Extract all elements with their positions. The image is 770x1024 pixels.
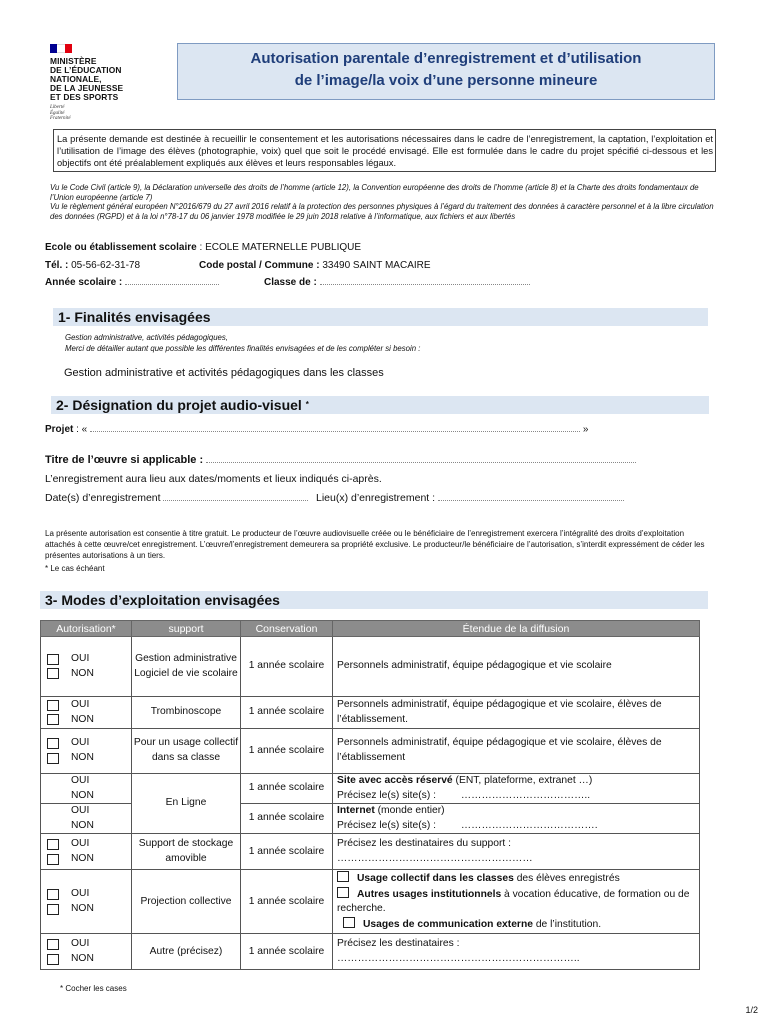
projet-line: Projet : « » [45, 424, 589, 435]
projet-field[interactable] [90, 424, 580, 432]
school-year-line: Année scolaire : [45, 276, 219, 289]
section1-header: 1- Finalités envisagées [53, 308, 708, 326]
non-checkbox[interactable] [47, 954, 59, 965]
table-row: OUI NON Projection collective 1 année scolaire Usage collectif dans les classes des élèves enregistrés Autres usages institutionnels à vocation éducative, de formation ou de recherche. Usages de communication externe de l’institution. [41, 870, 700, 934]
section2-header: 2- Désignation du projet audio-visuel * [51, 396, 709, 414]
non-checkbox[interactable] [47, 668, 59, 679]
ministry-logo [50, 44, 140, 122]
oui-checkbox[interactable] [47, 839, 59, 850]
destinataires-field[interactable]: ………………………………………………… [337, 852, 533, 864]
non-checkbox[interactable] [47, 904, 59, 915]
intro-paragraph: La présente demande est destinée à recueillir le consentement et les autorisations nécessaires dans le cadre de l’enregistrement, la captation, l’exploitation et l’utilisation de l’image des élèves (photographie, voix) quel que soit le procédé envisagé. Elle est formulée dans le cadre du projet spécifié ci-dessous et les objectifs ont été préalablement expliqués aux élèves et leurs responsables légaux. [53, 129, 716, 172]
postal-line: Code postal / Commune : 33490 SAINT MACAIRE [199, 260, 431, 271]
legal-paragraph: La présente autorisation est consentie à titre gratuit. Le producteur de l’œuvre audiovisuelle créée ou le bénéficiaire de l’enregistrement exercera l’intégralité des droits d’exploitation attachés à cette œuvre/cet enregistrement. L’œuvre/l’enregistrement demeurera sa propriété exclusive. Le producteur/le bénéficiaire de l’autorisation, s’interdit expressément de céder les présentes autorisations à un tiers. [45, 529, 705, 560]
oui-checkbox[interactable] [47, 889, 59, 900]
communication-externe-checkbox[interactable] [343, 917, 355, 928]
dates-field[interactable] [163, 493, 308, 501]
class-line: Classe de : [264, 276, 530, 289]
table-row: OUI NON 1 année scolaire Internet (monde entier) Précisez le(s) site(s) : …………………………………. [41, 804, 700, 834]
school-year-field[interactable] [125, 277, 219, 285]
oui-checkbox[interactable] [47, 738, 59, 749]
oui-checkbox[interactable] [47, 654, 59, 665]
lieu-text: L’enregistrement aura lieu aux dates/moments et lieux indiqués ci-après. [45, 473, 382, 485]
usage-classes-checkbox[interactable] [337, 871, 349, 882]
table-header: Autorisation* support Conservation Étendue de la diffusion [41, 621, 700, 637]
oui-checkbox[interactable] [47, 700, 59, 711]
school-value[interactable]: : ECOLE MATERNELLE PUBLIQUE [196, 242, 362, 253]
table-row: OUI NON Gestion administrative Logiciel de vie scolaire 1 année scolaire Personnels administratif, équipe pédagogique et vie scolaire [41, 637, 700, 697]
document-title: Autorisation parentale d’enregistrement et d’utilisation de l’image/la voix d’une personne mineure [177, 43, 715, 100]
site-field[interactable]: ……………………………….. [460, 789, 591, 801]
non-checkbox[interactable] [47, 753, 59, 764]
table-row: OUI NON Trombinoscope 1 année scolaire Personnels administratif, équipe pédagogique et vie scolaire, élèves de l’établissement. [41, 697, 700, 729]
table-row: OUI NON Support de stockage amovible 1 année scolaire Précisez les destinataires du support : ………………………………………………… [41, 834, 700, 870]
usages-institutionnels-checkbox[interactable] [337, 887, 349, 898]
section3-header: 3- Modes d’exploitation envisagées [40, 591, 708, 609]
section3-footnote: * Cocher les cases [60, 984, 127, 993]
school-line: Ecole ou établissement scolaire : ECOLE MATERNELLE PUBLIQUE [45, 242, 362, 253]
exploitation-table [40, 620, 700, 970]
republic-motto: Liberté Égalité Fraternité [50, 105, 71, 122]
section2-footnote: * Le cas échéant [45, 564, 105, 573]
french-flag-icon [50, 44, 72, 53]
section1-value[interactable]: Gestion administrative et activités pédagogiques dans les classes [64, 367, 384, 379]
legal-references: Vu le Code Civil (article 9), la Déclaration universelle des droits de l’homme (article 12), la Convention européenne des droits de l’homme (article 8) et la Charte des droits fondamentaux de l’Union européenne (article 7) Vu le règlement général européen N°2016/679 du 27 avril 2016 relatif à la protection des personnes physiques à l’égard du traitement des données à caractère personnel et à la libre circulation des données (RGPD) et à la loi n°78-17 du 06 janvier 1978 modifiée le 29 juin 2018 relative à l’informatique, aux fichiers et aux libertés [50, 183, 714, 221]
lieux-field[interactable] [438, 493, 624, 501]
non-checkbox[interactable] [47, 854, 59, 865]
non-checkbox[interactable] [47, 714, 59, 725]
table-row: OUI NON En Ligne 1 année scolaire Site avec accès réservé (ENT, plateforme, extranet …) Précisez le(s) site(s) : ……………………………….. [41, 774, 700, 804]
dates-line: Date(s) d’enregistrement [45, 492, 308, 504]
table-row: OUI NON Pour un usage collectif dans sa classe 1 année scolaire Personnels administratif, équipe pédagogique et vie scolaire, élèves de l’établissement [41, 729, 700, 774]
internet-site-field[interactable]: …………………………………. [460, 819, 598, 831]
section1-note: Gestion administrative, activités pédagogiques, Merci de détailler autant que possible les différentes finalités envisagées et de les compléter si besoin : [65, 333, 421, 353]
page-number: 1/2 [745, 1005, 758, 1015]
class-field[interactable] [320, 277, 530, 285]
table-row: OUI NON Autre (précisez) 1 année scolaire Précisez les destinataires : …………………………………………………………….. [41, 934, 700, 970]
titre-field[interactable] [206, 455, 636, 463]
ministry-name: MINISTÈRE DE L’ÉDUCATION NATIONALE, DE LA JEUNESSE ET DES SPORTS [50, 56, 124, 102]
tel-value[interactable]: 05-56-62-31-78 [68, 260, 141, 271]
autre-destinataires-field[interactable]: …………………………………………………………….. [337, 952, 580, 964]
titre-line: Titre de l’œuvre si applicable : [45, 454, 636, 467]
postal-value[interactable]: 33490 SAINT MACAIRE [319, 260, 431, 271]
oui-checkbox[interactable] [47, 939, 59, 950]
lieux-line: Lieu(x) d’enregistrement : [316, 492, 624, 504]
tel-line: Tél. : 05-56-62-31-78 [45, 260, 141, 271]
